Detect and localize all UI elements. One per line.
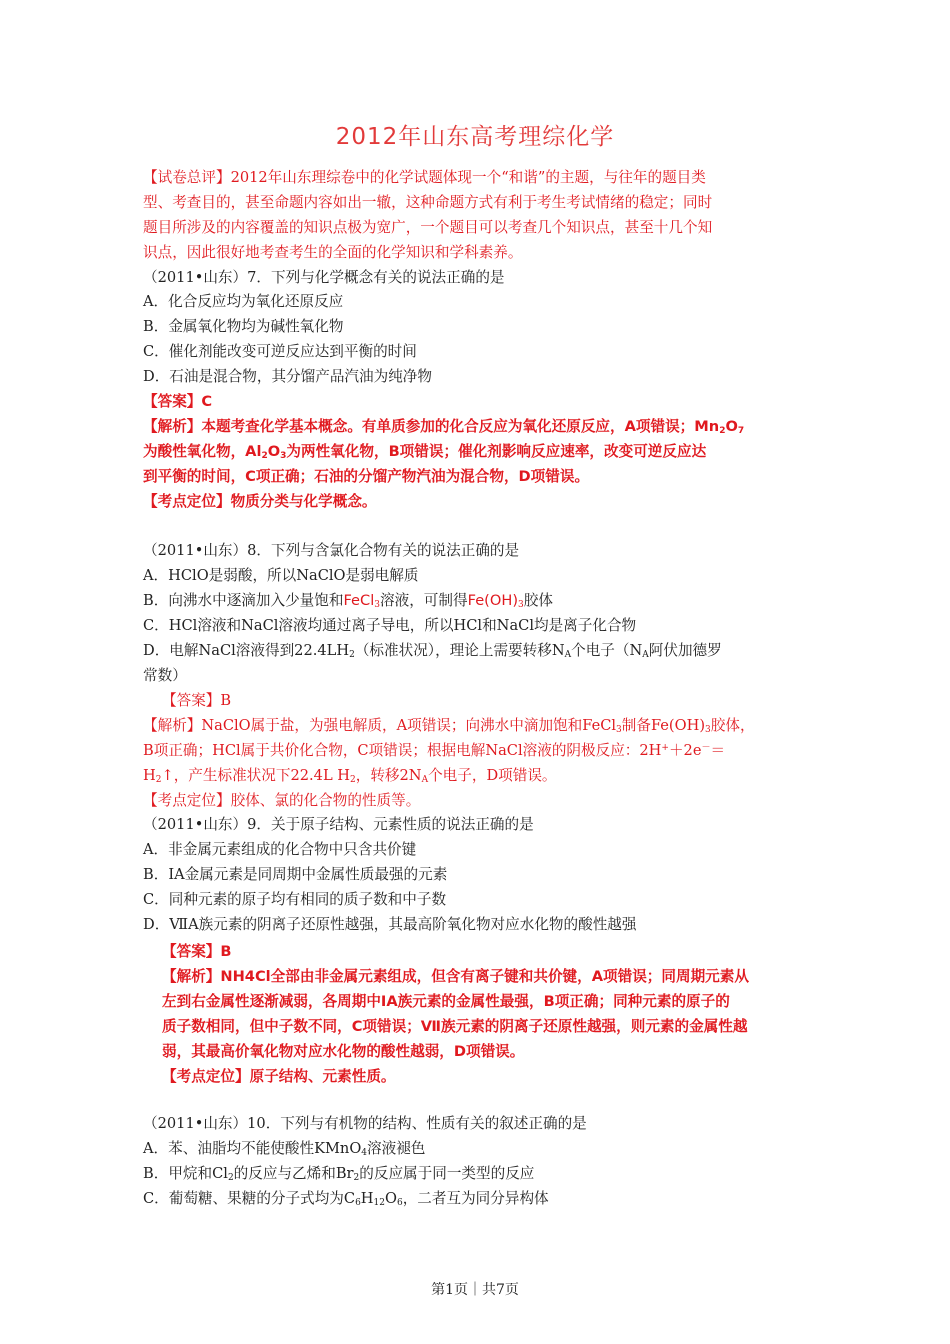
q9-answer: 【答案】B [162, 943, 232, 960]
q7-explanation-1: 【解析】本题考查化学基本概念。有单质参加的化合反应为氧化还原反应，A项错误；$Mn_2O_7$ [143, 418, 745, 436]
q7-answer: 【答案】C [143, 393, 213, 410]
q8-stem: （2011•山东）8．下列与含氯化合物有关的说法正确的是 [143, 542, 520, 559]
q7-explanation-3: 到平衡的时间，C项正确；石油的分馏产物汽油为混合物，D项错误。 [143, 468, 590, 485]
q7-option-d: D．石油是混合物，其分馏产品汽油为纯净物 [143, 368, 432, 385]
q9-stem: （2011•山东）9．关于原子结构、元素性质的说法正确的是 [143, 816, 534, 833]
q7-option-a: A．化合反应均为氧化还原反应 [143, 293, 344, 310]
q9-option-c: C．同种元素的原子均有相同的质子数和中子数 [143, 891, 447, 908]
q8-option-a: A．HClO是弱酸，所以NaClO是弱电解质 [143, 567, 419, 584]
summary-line-2: 型、考查目的，甚至命题内容如出一辙，这种命题方式有利于考生考试情绪的稳定；同时 [143, 194, 713, 211]
q9-option-a: A．非金属元素组成的化合物中只含共价键 [143, 841, 417, 858]
q9-option-d: D．ⅦA族元素的阴离子还原性越强，其最高阶氧化物对应水化物的酸性越强 [143, 916, 637, 933]
q8-answer: 【答案】B [162, 692, 232, 709]
q9-explanation-1: 【解析】NH4Cl全部由非金属元素组成，但含有离子键和共价键，A项错误；同周期元素从 [162, 968, 749, 985]
q10-option-b: B．甲烷和$Cl_2$的反应与乙烯和$Br_2$的反应属于同一类型的反应 [143, 1165, 535, 1183]
q7-explanation-2: 为酸性氧化物，$Al_2O_3$为两性氧化物，B项错误；催化剂影响反应速率，改变可逆反应达 [143, 443, 707, 461]
q8-option-d: D．电解NaCl溶液得到$22.4LH_2$（标准状况），理论上需要转移$N_A$个电子（$N_A$阿伏加德罗 [143, 642, 722, 660]
summary-line-1: 【试卷总评】2012年山东理综卷中的化学试题体现一个“和谐”的主题，与往年的题目类 [143, 169, 706, 186]
q10-option-c: C．葡萄糖、果糖的分子式均为$C_6H_{12}O_6$，二者互为同分异构体 [143, 1190, 549, 1208]
q8-point: 【考点定位】胶体、氯的化合物的性质等。 [143, 792, 421, 809]
q8-option-d-cont: 常数） [143, 667, 187, 684]
page-footer: 第1页｜共7页 [431, 1282, 519, 1298]
q8-option-b: B．向沸水中逐滴加入少量饱和FeCl$_3$溶液，可制得$Fe(OH)_3$胶体 [143, 592, 553, 610]
summary-line-4: 识点，因此很好地考查考生的全面的化学知识和学科素养。 [143, 244, 523, 261]
q10-option-a: A．苯、油脂均不能使酸性KMnO$_4$溶液褪色 [143, 1140, 426, 1158]
q9-explanation-3: 质子数相同，但中子数不同，C项错误；Ⅶ族元素的阴离子还原性越强，则元素的金属性越 [162, 1018, 748, 1035]
q8-option-c: C．HCl溶液和NaCl溶液均通过离子导电，所以HCl和NaCl均是离子化合物 [143, 617, 637, 634]
q7-point: 【考点定位】物质分类与化学概念。 [143, 493, 377, 510]
page-title: 2012年山东高考理综化学 [335, 124, 615, 150]
q10-stem: （2011•山东）10．下列与有机物的结构、性质有关的叙述正确的是 [143, 1115, 587, 1132]
q7-option-b: B．金属氧化物均为碱性氧化物 [143, 318, 344, 335]
q8-explanation-1: 【解析】NaClO属于盐，为强电解质，A项错误；向沸水中滴加饱和FeCl$_3$制备$Fe(OH)_3$胶体， [143, 717, 755, 735]
q8-explanation-3: $H_2↑$，产生标准状况下22.4L $H_2$，转移$2N_A$个电子，D项错误。 [143, 767, 557, 785]
q9-explanation-4: 弱，其最高价氧化物对应水化物的酸性越弱，D项错误。 [162, 1043, 525, 1060]
q7-option-c: C．催化剂能改变可逆反应达到平衡的时间 [143, 343, 417, 360]
q9-point: 【考点定位】原子结构、元素性质。 [162, 1068, 396, 1085]
summary-line-3: 题目所涉及的内容覆盖的知识点极为宽广，一个题目可以考查几个知识点，甚至十几个知 [143, 219, 713, 236]
q8-explanation-2: B项正确；HCl属于共价化合物，C项错误；根据电解NaCl溶液的阴极反应：2H+＋2e－＝ [143, 742, 726, 759]
q7-stem: （2011•山东）7．下列与化学概念有关的说法正确的是 [143, 269, 505, 286]
q9-option-b: B．ⅠA金属元素是同周期中金属性质最强的元素 [143, 866, 448, 883]
q9-explanation-2: 左到右金属性逐渐减弱，各周期中ⅠA族元素的金属性最强，B项正确；同种元素的原子的 [162, 993, 730, 1010]
